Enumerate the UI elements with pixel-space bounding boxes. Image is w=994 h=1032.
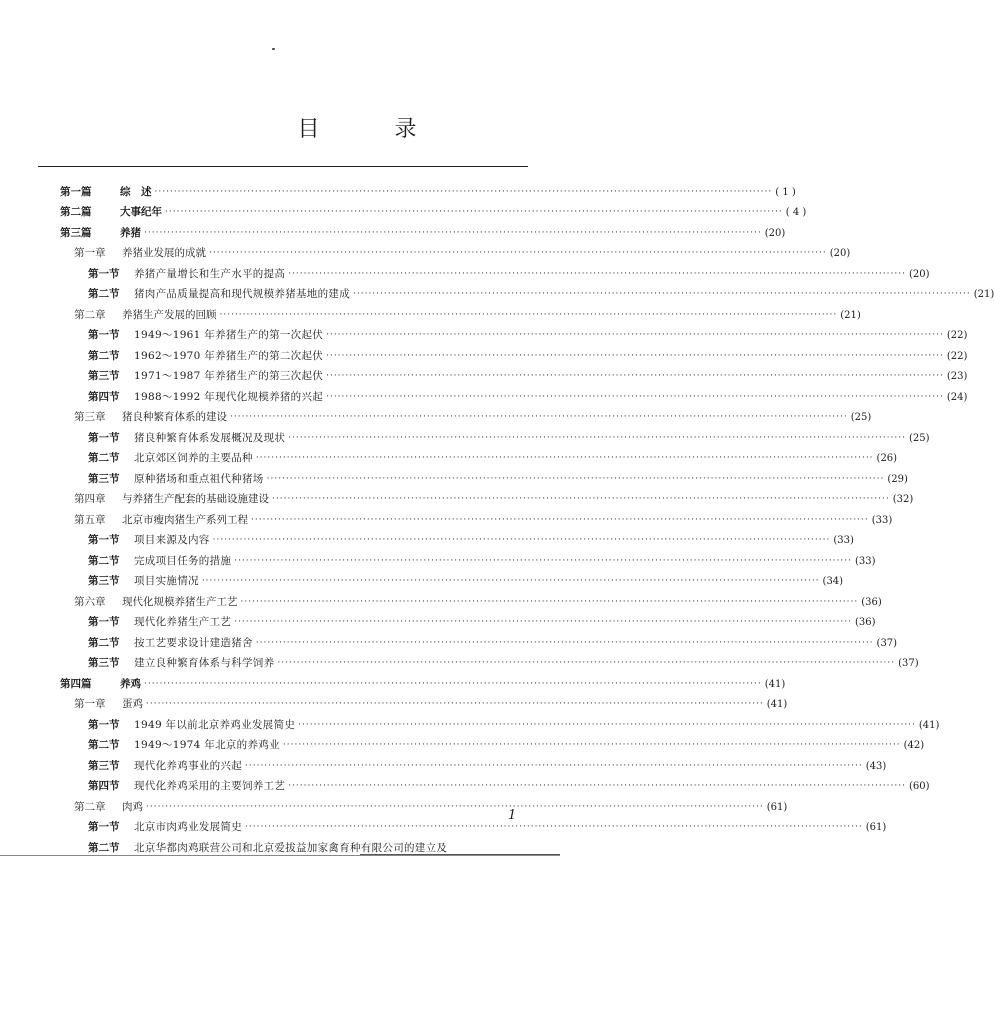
toc-section-row bbox=[60, 752, 887, 773]
toc-leader-dots: ································································································································································ bbox=[219, 309, 838, 320]
toc-entry-page: (20) bbox=[829, 248, 851, 259]
toc-entry-page: (20) bbox=[908, 268, 930, 280]
toc-leader-dots: ································································································································································ bbox=[209, 248, 827, 258]
toc-leader-dots: ································································································································································ bbox=[251, 514, 869, 525]
toc-chapter-row bbox=[60, 404, 872, 425]
toc-leader-dots: ································································································································································ bbox=[288, 432, 906, 443]
toc-entry-label: 第五章 bbox=[74, 513, 106, 526]
toc-entry-label: 第二节 bbox=[88, 554, 120, 567]
toc-entry-page: (20) bbox=[764, 227, 786, 239]
toc-entry-label: 第一节 bbox=[88, 616, 120, 628]
toc-entry-page: (32) bbox=[892, 494, 914, 505]
toc-section-row bbox=[60, 773, 930, 794]
toc-section-row bbox=[60, 424, 930, 445]
toc-entry-page: (21) bbox=[973, 289, 994, 300]
toc-entry-page: (60) bbox=[908, 781, 930, 792]
toc-entry-page: (29) bbox=[887, 473, 908, 485]
toc-section-row bbox=[60, 732, 925, 753]
page-number: 1 bbox=[508, 808, 517, 823]
toc-leader-dots: ································································································································································ bbox=[298, 719, 916, 730]
toc-entry-title: 蛋鸡 bbox=[122, 698, 143, 710]
toc-entry-page: (36) bbox=[861, 596, 882, 608]
toc-chapter-row bbox=[60, 588, 882, 609]
toc-entry-label: 第二节 bbox=[88, 452, 120, 464]
toc-entry-label: 第四节 bbox=[88, 780, 120, 792]
toc-leader-dots: ································································································································································ bbox=[201, 576, 820, 586]
toc-entry-title: 项目来源及内容 bbox=[134, 534, 210, 546]
toc-entry-title: 北京华都肉鸡联营公司和北京爱拔益加家禽育种有限公司的建立及 bbox=[134, 841, 448, 854]
bottom-rule-dark bbox=[360, 854, 560, 855]
toc-entry-label: 第二章 bbox=[74, 800, 106, 813]
toc-entry-title: 养猪产量增长和生产水平的提高 bbox=[134, 267, 286, 280]
toc-entry-title: 与养猪生产配套的基础设施建设 bbox=[122, 493, 269, 505]
toc-entry-title: 北京市瘦肉猪生产系列工程 bbox=[122, 513, 248, 526]
toc-entry-label: 第三节 bbox=[88, 472, 120, 485]
toc-section-row bbox=[60, 281, 994, 302]
toc-entry-page: (61) bbox=[766, 801, 788, 813]
toc-chapter-row bbox=[60, 506, 893, 527]
toc-section-row bbox=[60, 322, 968, 343]
toc-leader-dots: ································································································································································ bbox=[144, 678, 762, 689]
toc-entry-title: 养鸡 bbox=[120, 677, 141, 690]
toc-leader-dots: ································································································································································ bbox=[144, 227, 762, 238]
toc-leader-dots: ································································································································································ bbox=[234, 555, 852, 566]
toc-entry-label: 第一节 bbox=[88, 267, 120, 280]
toc-entry-page: (26) bbox=[876, 453, 898, 464]
toc-part-row bbox=[60, 199, 807, 220]
toc-entry-title: 1949～1974 年北京的养鸡业 bbox=[134, 739, 280, 751]
toc-section-row bbox=[60, 711, 940, 732]
toc-entry-label: 第三节 bbox=[88, 575, 120, 587]
toc-entry-title: 肉鸡 bbox=[122, 800, 143, 813]
toc-entry-title: 猪良种繁育体系发展概况及现状 bbox=[134, 431, 286, 444]
toc-entry-label: 第一章 bbox=[74, 698, 106, 710]
toc-entry-page: (34) bbox=[822, 576, 844, 587]
toc-entry-label: 第三章 bbox=[74, 411, 106, 423]
toc-leader-dots: ································································································································································ bbox=[154, 186, 773, 197]
toc-leader-dots: ································································································································································ bbox=[146, 801, 764, 812]
toc-entry-page: (41) bbox=[764, 678, 786, 690]
toc-entry-page: (24) bbox=[946, 391, 968, 403]
toc-entry-title: 1971～1987 年养猪生产的第三次起伏 bbox=[134, 370, 324, 382]
toc-section-row bbox=[60, 445, 898, 466]
toc-entry-page: (23) bbox=[946, 371, 968, 382]
toc-entry-title: 养猪生产发展的回顾 bbox=[122, 308, 217, 321]
toc-leader-dots: ································································································································································ bbox=[255, 453, 874, 463]
toc-section-row bbox=[60, 363, 968, 384]
toc-section-row bbox=[60, 568, 844, 589]
toc-leader-dots: ································································································································································ bbox=[326, 391, 944, 402]
toc-entry-page: (33) bbox=[854, 555, 876, 567]
toc-entry-title: 猪良种繁育体系的建设 bbox=[122, 411, 227, 423]
toc-leader-dots: ································································································································································ bbox=[255, 637, 874, 648]
toc-section-row bbox=[60, 342, 968, 363]
toc-entry-page: ( 4 ) bbox=[785, 207, 807, 218]
toc-entry-page: (22) bbox=[946, 330, 968, 341]
toc-entry-label: 第四节 bbox=[88, 390, 120, 403]
toc-leader-dots: ································································································································································ bbox=[326, 350, 944, 361]
toc-section-row bbox=[60, 547, 876, 568]
toc-leader-dots: ································································································································································ bbox=[288, 268, 906, 279]
toc-section-row bbox=[60, 629, 898, 650]
toc-leader-dots: ································································································································································ bbox=[234, 617, 852, 627]
toc-leader-dots: ································································································································································ bbox=[277, 658, 896, 668]
toc-section-row bbox=[60, 834, 530, 855]
toc-leader-dots: ································································································································································ bbox=[288, 781, 906, 791]
toc-entry-title: 现代化养鸡事业的兴起 bbox=[134, 759, 242, 772]
toc-entry-title: 1949 年以前北京养鸡业发展简史 bbox=[134, 718, 296, 731]
toc-entry-page: (21) bbox=[840, 309, 861, 321]
toc-leader-dots: ································································································································································ bbox=[146, 699, 764, 709]
table-of-contents bbox=[60, 178, 994, 855]
toc-entry-page: ( 1 ) bbox=[775, 186, 796, 198]
toc-entry-label: 第二节 bbox=[88, 841, 120, 854]
toc-entry-title: 按工艺要求设计建造猪舍 bbox=[134, 636, 253, 649]
toc-leader-dots: ································································································································································ bbox=[240, 596, 859, 607]
toc-entry-title: 项目实施情况 bbox=[134, 575, 199, 587]
toc-entry-page: (36) bbox=[854, 617, 876, 628]
toc-entry-title: 综 述 bbox=[120, 185, 152, 198]
toc-entry-label: 第四篇 bbox=[60, 677, 92, 690]
title-rule bbox=[38, 166, 528, 167]
toc-entry-page: (61) bbox=[865, 822, 887, 833]
toc-entry-title: 现代化养猪生产工艺 bbox=[134, 616, 232, 628]
toc-entry-label: 第二节 bbox=[88, 349, 120, 362]
toc-section-row bbox=[60, 260, 930, 281]
toc-entry-title: 猪肉产品质量提高和现代规模养猪基地的建成 bbox=[134, 288, 350, 300]
toc-leader-dots: ································································································································································ bbox=[326, 330, 944, 340]
toc-section-row bbox=[60, 465, 908, 486]
toc-leader-dots: ································································································································································ bbox=[326, 371, 944, 381]
toc-part-row bbox=[60, 178, 796, 199]
toc-leader-dots: ································································································································································ bbox=[282, 740, 901, 750]
toc-leader-dots: ································································································································································ bbox=[272, 494, 890, 504]
toc-entry-title: 养猪业发展的成就 bbox=[122, 247, 206, 259]
toc-entry-title: 原种猪场和重点祖代种猪场 bbox=[134, 472, 264, 485]
toc-section-row bbox=[60, 609, 876, 630]
toc-entry-label: 第一节 bbox=[88, 821, 120, 833]
toc-chapter-row bbox=[60, 240, 851, 261]
toc-entry-label: 第二节 bbox=[88, 288, 120, 300]
toc-section-row bbox=[60, 650, 919, 671]
toc-entry-page: (25) bbox=[850, 412, 872, 423]
toc-leader-dots: ································································································································································ bbox=[230, 412, 848, 422]
toc-entry-page: (33) bbox=[833, 535, 854, 546]
toc-entry-page: (37) bbox=[876, 637, 898, 649]
toc-section-row bbox=[60, 383, 968, 404]
toc-entry-label: 第三节 bbox=[88, 759, 120, 772]
toc-part-row bbox=[60, 670, 786, 691]
toc-entry-title: 大事纪年 bbox=[120, 206, 162, 218]
toc-entry-label: 第一节 bbox=[88, 718, 120, 731]
toc-entry-page: (41) bbox=[766, 699, 788, 710]
toc-leader-dots: ································································································································································ bbox=[353, 289, 971, 299]
toc-entry-page: (37) bbox=[898, 658, 919, 669]
toc-section-row bbox=[60, 814, 887, 835]
toc-entry-title: 现代化规模养猪生产工艺 bbox=[122, 595, 238, 608]
toc-entry-label: 第四章 bbox=[74, 493, 106, 505]
toc-entry-title: 北京市肉鸡业发展简史 bbox=[134, 821, 242, 833]
bottom-rule bbox=[0, 855, 560, 856]
toc-entry-label: 第六章 bbox=[74, 595, 106, 608]
toc-entry-page: (33) bbox=[871, 514, 893, 526]
toc-leader-dots: ································································································································································ bbox=[212, 535, 831, 545]
toc-entry-title: 北京郊区饲养的主要品种 bbox=[134, 452, 253, 464]
toc-entry-title: 1949～1961 年养猪生产的第一次起伏 bbox=[134, 329, 324, 341]
toc-entry-label: 第一章 bbox=[74, 247, 106, 259]
toc-entry-page: (43) bbox=[865, 760, 887, 772]
toc-leader-dots: ································································································································································ bbox=[245, 822, 863, 832]
toc-entry-title: 1988～1992 年现代化规模养猪的兴起 bbox=[134, 390, 324, 403]
toc-entry-label: 第一节 bbox=[88, 534, 120, 546]
toc-entry-label: 第二章 bbox=[74, 308, 106, 321]
toc-entry-label: 第三节 bbox=[88, 657, 120, 669]
toc-entry-label: 第一节 bbox=[88, 431, 120, 444]
toc-leader-dots: ································································································································································ bbox=[266, 473, 885, 484]
toc-entry-label: 第三篇 bbox=[60, 226, 92, 239]
scan-speck bbox=[272, 48, 275, 50]
toc-entry-label: 第二篇 bbox=[60, 206, 92, 218]
toc-part-row bbox=[60, 219, 786, 240]
toc-entry-label: 第三节 bbox=[88, 370, 120, 382]
toc-entry-title: 养猪 bbox=[120, 226, 141, 239]
toc-chapter-row bbox=[60, 301, 861, 322]
toc-entry-label: 第一节 bbox=[88, 329, 120, 341]
toc-chapter-row bbox=[60, 793, 788, 814]
toc-chapter-row bbox=[60, 486, 914, 507]
toc-entry-title: 现代化养鸡采用的主要饲养工艺 bbox=[134, 780, 286, 792]
toc-section-row bbox=[60, 527, 854, 548]
page-title: 目 录 bbox=[297, 117, 451, 142]
toc-chapter-row bbox=[60, 691, 788, 712]
toc-entry-title: 1962～1970 年养猪生产的第二次起伏 bbox=[134, 349, 324, 362]
toc-entry-title: 完成项目任务的措施 bbox=[134, 554, 232, 567]
toc-leader-dots: ································································································································································ bbox=[245, 760, 863, 771]
toc-entry-label: 第二节 bbox=[88, 636, 120, 649]
toc-entry-label: 第一篇 bbox=[60, 185, 92, 198]
toc-entry-page: (41) bbox=[918, 719, 940, 731]
toc-leader-dots: ································································································································································ bbox=[165, 207, 783, 217]
toc-entry-page: (22) bbox=[946, 350, 968, 362]
toc-entry-label: 第二节 bbox=[88, 739, 120, 751]
toc-entry-page: (25) bbox=[908, 432, 930, 444]
toc-entry-page: (42) bbox=[903, 740, 925, 751]
toc-entry-title: 建立良种繁育体系与科学饲养 bbox=[134, 657, 275, 669]
